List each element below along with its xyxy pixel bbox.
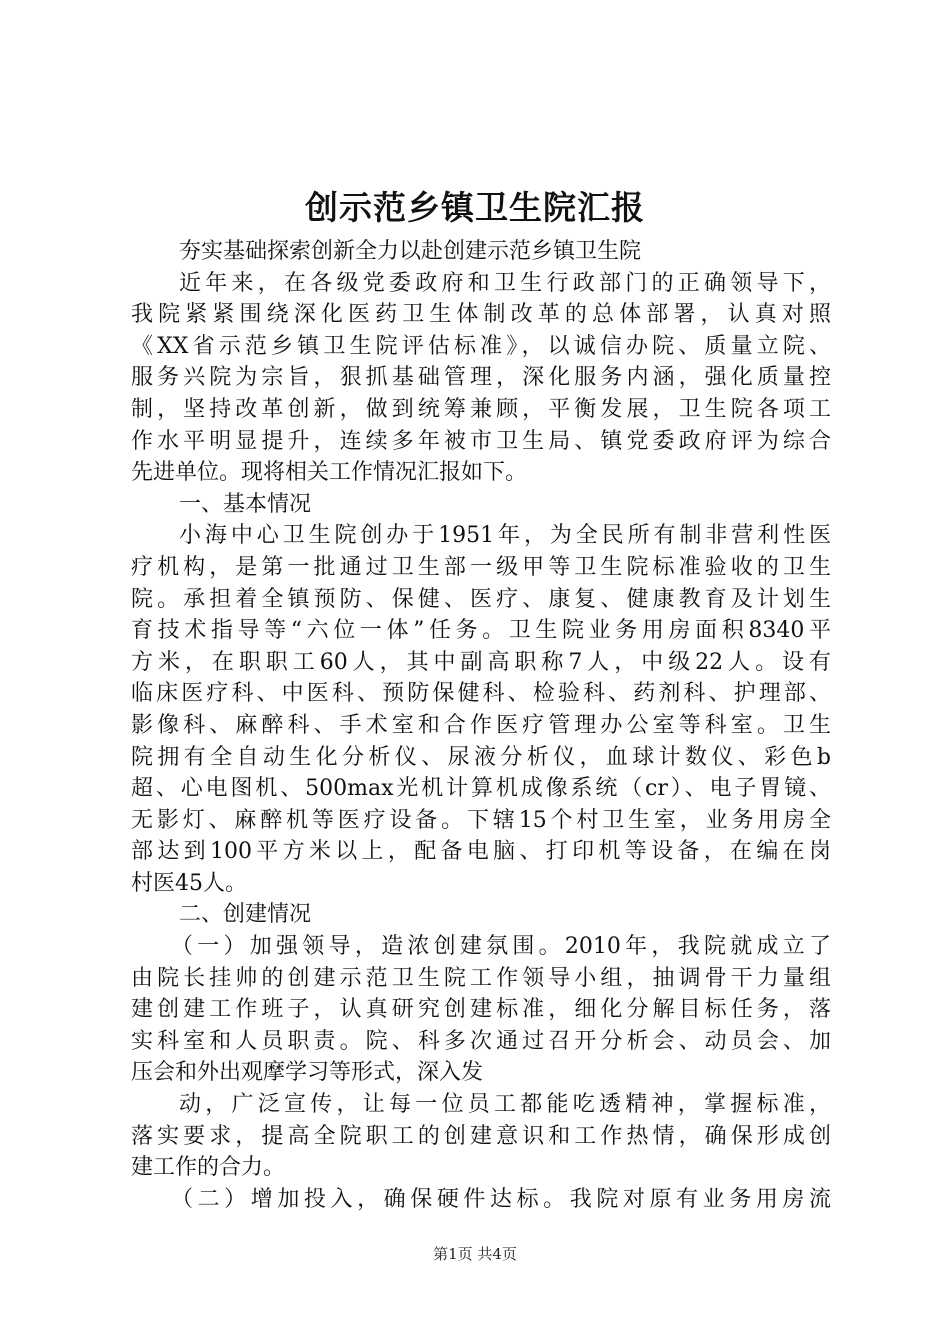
- paragraph-line: （一）加强领导，造浓创建氛围。2010年，我院就成立了: [171, 934, 831, 960]
- paragraph-line: 建创建工作班子，认真研究创建标准，细化分解目标任务，落: [131, 997, 831, 1023]
- document-title: 创示范乡镇卫生院汇报: [305, 188, 645, 227]
- document-body: [131, 236, 831, 1215]
- page-footer: 第1页 共4页: [433, 1245, 517, 1263]
- paragraph-line: 建工作的合力。: [131, 1155, 286, 1181]
- paragraph-line: 我院紧紧围绕深化医药卫生体制改革的总体部署，认真对照: [131, 302, 831, 328]
- paragraph-line: 育技术指导等“六位一体”任务。卫生院业务用房面积8340平: [131, 618, 831, 644]
- paragraph-line: 疗机构，是第一批通过卫生部一级甲等卫生院标准验收的卫生: [131, 554, 831, 580]
- paragraph-line: 动，广泛宣传，让每一位员工都能吃透精神，掌握标准，: [179, 1092, 831, 1118]
- paragraph-line: 影像科、麻醉科、手术室和合作医疗管理办公室等科室。卫生: [131, 712, 831, 738]
- paragraph-line: 先进单位。现将相关工作情况汇报如下。: [131, 460, 528, 486]
- paragraph-line: 部达到100平方米以上，配备电脑、打印机等设备，在编在岗: [131, 839, 831, 865]
- paragraph-line: 超、心电图机、500max光机计算机成像系统（cr）、电子胃镜、: [131, 776, 831, 802]
- paragraph-line: 村医45人。: [131, 870, 247, 896]
- paragraph-line: 服务兴院为宗旨，狠抓基础管理，深化服务内涵，强化质量控: [131, 365, 831, 391]
- paragraph-line: 制，坚持改革创新，做到统筹兼顾，平衡发展，卫生院各项工: [131, 396, 831, 422]
- subtitle-line: 夯实基础探索创新全力以赴创建示范乡镇卫生院: [179, 239, 642, 264]
- paragraph-line: 近年来，在各级党委政府和卫生行政部门的正确领导下，: [179, 270, 831, 296]
- paragraph-line: 无影灯、麻醉机等医疗设备。下辖15个村卫生室，业务用房全: [131, 807, 831, 833]
- paragraph-line: 《XX省示范乡镇卫生院评估标准》，以诚信办院、质量立院、: [131, 333, 831, 359]
- paragraph-line: 小海中心卫生院创办于1951年，为全民所有制非营利性医: [179, 523, 831, 549]
- paragraph-line: 实科室和人员职责。院、科多次通过召开分析会、动员会、加: [131, 1028, 831, 1054]
- paragraph-line: 由院长挂帅的创建示范卫生院工作领导小组，抽调骨干力量组: [131, 965, 831, 991]
- paragraph-line: 作水平明显提升，连续多年被市卫生局、镇党委政府评为综合: [131, 428, 831, 454]
- paragraph-line: 落实要求，提高全院职工的创建意识和工作热情，确保形成创: [131, 1123, 831, 1149]
- paragraph-line: 压会和外出观摩学习等形式，深入发: [131, 1060, 484, 1086]
- paragraph-line: 院。承担着全镇预防、保健、医疗、康复、健康教育及计划生: [131, 586, 831, 612]
- section-heading: 二、创建情况: [179, 902, 312, 928]
- paragraph-line: 院拥有全自动生化分析仪、尿液分析仪，血球计数仪、彩色b: [131, 744, 831, 770]
- paragraph-line: 方米，在职职工60人，其中副高职称7人，中级22人。设有: [131, 649, 831, 675]
- paragraph-line: （二）增加投入，确保硬件达标。我院对原有业务用房流: [171, 1186, 831, 1212]
- paragraph-line: 临床医疗科、中医科、预防保健科、检验科、药剂科、护理部、: [131, 681, 831, 707]
- section-heading: 一、基本情况: [179, 491, 312, 517]
